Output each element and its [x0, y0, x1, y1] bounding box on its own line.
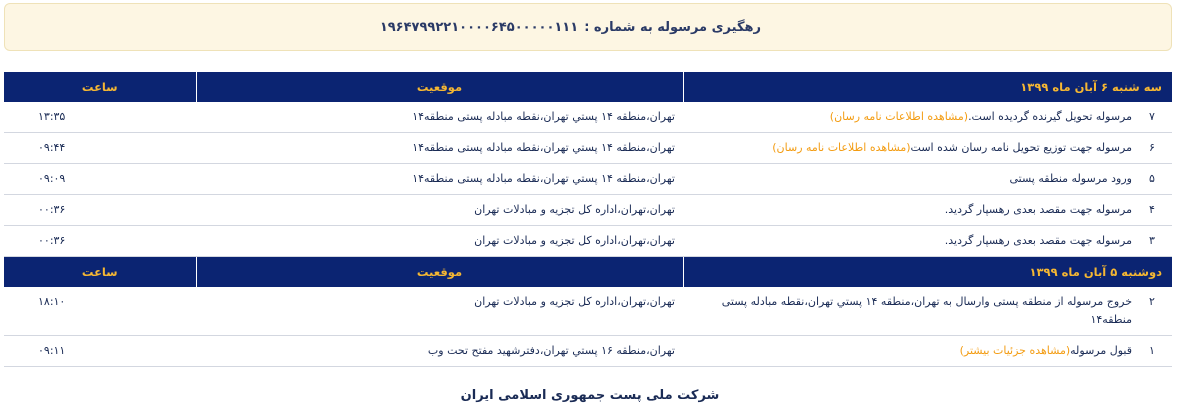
- location-cell: تهران،تهران،اداره کل تجزیه و مبادلات تهران: [196, 287, 683, 336]
- status-text: مرسوله جهت مقصد بعدی رهسپار گردید.: [944, 234, 1132, 247]
- status-cell: [683, 133, 1172, 164]
- status-cell: [683, 164, 1172, 195]
- location-cell: تهران،منطقه ۱۴ پستي تهران،نقطه مبادله پستی منطقه۱۴: [196, 102, 683, 133]
- day-date: سه شنبه ۶ آبان ماه ۱۳۹۹: [683, 72, 1172, 102]
- status-cell: [683, 226, 1172, 257]
- time-cell: ۰۹:۱۱: [4, 336, 196, 367]
- time-cell: ۱۳:۳۵: [4, 102, 196, 133]
- tracking-row: [4, 164, 1172, 195]
- status-cell: [683, 195, 1172, 226]
- row-number: ۱: [1149, 344, 1155, 357]
- tracking-row: [4, 336, 1172, 367]
- day-date: دوشنبه ۵ آبان ماه ۱۳۹۹: [683, 257, 1172, 288]
- location-cell: تهران،تهران،اداره کل تجزیه و مبادلات تهران: [196, 195, 683, 226]
- tracking-row: [4, 287, 1172, 336]
- tracking-row: [4, 133, 1172, 164]
- details-link[interactable]: (مشاهده اطلاعات نامه رسان): [772, 141, 911, 154]
- tracking-row: [4, 102, 1172, 133]
- tracking-table: [4, 72, 1172, 367]
- location-cell: تهران،منطقه ۱۶ پستي تهران،دفترشهید مفتح تحت وب: [196, 336, 683, 367]
- details-link[interactable]: (مشاهده اطلاعات نامه رسان): [829, 110, 969, 123]
- status-text: قبول مرسوله: [1070, 344, 1132, 357]
- details-link[interactable]: (مشاهده جزئیات بیشتر): [959, 344, 1071, 357]
- location-cell: تهران،تهران،اداره کل تجزیه و مبادلات تهران: [196, 226, 683, 257]
- tracking-row: [4, 195, 1172, 226]
- tracking-table-body: [4, 72, 1172, 367]
- time-column-header: ساعت: [81, 265, 118, 279]
- row-number: ۵: [1149, 172, 1155, 185]
- tracking-banner: [4, 3, 1172, 51]
- time-cell: ۰۹:۰۹: [4, 164, 196, 195]
- time-cell: ۰۰:۳۶: [4, 226, 196, 257]
- status-text-wrap: [702, 108, 1132, 126]
- status-text: ورود مرسوله منطقه پستی: [1009, 172, 1132, 185]
- status-text: مرسوله تحویل گیرنده گردیده است.: [968, 110, 1132, 123]
- status-cell: [683, 287, 1172, 336]
- row-number: ۴: [1149, 203, 1155, 216]
- time-cell: ۰۰:۳۶: [4, 195, 196, 226]
- footer-company-name: شرکت ملی پست جمهوری اسلامی ایران: [460, 388, 720, 403]
- row-number: ۷: [1149, 110, 1155, 123]
- status-cell: [683, 102, 1172, 133]
- location-cell: تهران،منطقه ۱۴ پستي تهران،نقطه مبادله پستی منطقه۱۴: [196, 133, 683, 164]
- status-text: خروج مرسوله از منطقه پستی وارسال به تهران،منطقه ۱۴ پستي تهران،نقطه مبادله پستی منطقه۱۴: [721, 295, 1132, 326]
- tracking-row: [4, 226, 1172, 257]
- location-column-header: موقعیت: [196, 257, 683, 288]
- row-number: ۲: [1149, 295, 1155, 308]
- location-cell: تهران،منطقه ۱۴ پستي تهران،نقطه مبادله پستی منطقه۱۴: [196, 164, 683, 195]
- status-text: مرسوله جهت مقصد بعدی رهسپار گردید.: [944, 203, 1132, 216]
- tracking-title: رهگیری مرسوله به شماره :: [584, 19, 761, 35]
- location-column-header: موقعیت: [196, 72, 683, 102]
- day-header-row: [4, 257, 1172, 288]
- time-cell: ۱۸:۱۰: [4, 287, 196, 336]
- status-text-wrap: [702, 232, 1132, 250]
- day-header-row: [4, 72, 1172, 102]
- time-column-header: ساعت: [81, 80, 118, 94]
- status-text-wrap: [702, 201, 1132, 219]
- status-text-wrap: [702, 293, 1132, 329]
- status-text: مرسوله جهت توزیع تحویل نامه رسان شده است: [910, 141, 1132, 154]
- row-number: ۳: [1149, 234, 1155, 247]
- status-text-wrap: [702, 139, 1132, 157]
- status-cell: [683, 336, 1172, 367]
- time-cell: ۰۹:۴۴: [4, 133, 196, 164]
- tracking-number: ۱۹۶۴۷۹۹۲۲۱۰۰۰۰۶۴۵۰۰۰۰۰۱۱۱: [379, 19, 579, 35]
- status-text-wrap: [702, 342, 1132, 360]
- status-text-wrap: [702, 170, 1132, 188]
- row-number: ۶: [1149, 141, 1155, 154]
